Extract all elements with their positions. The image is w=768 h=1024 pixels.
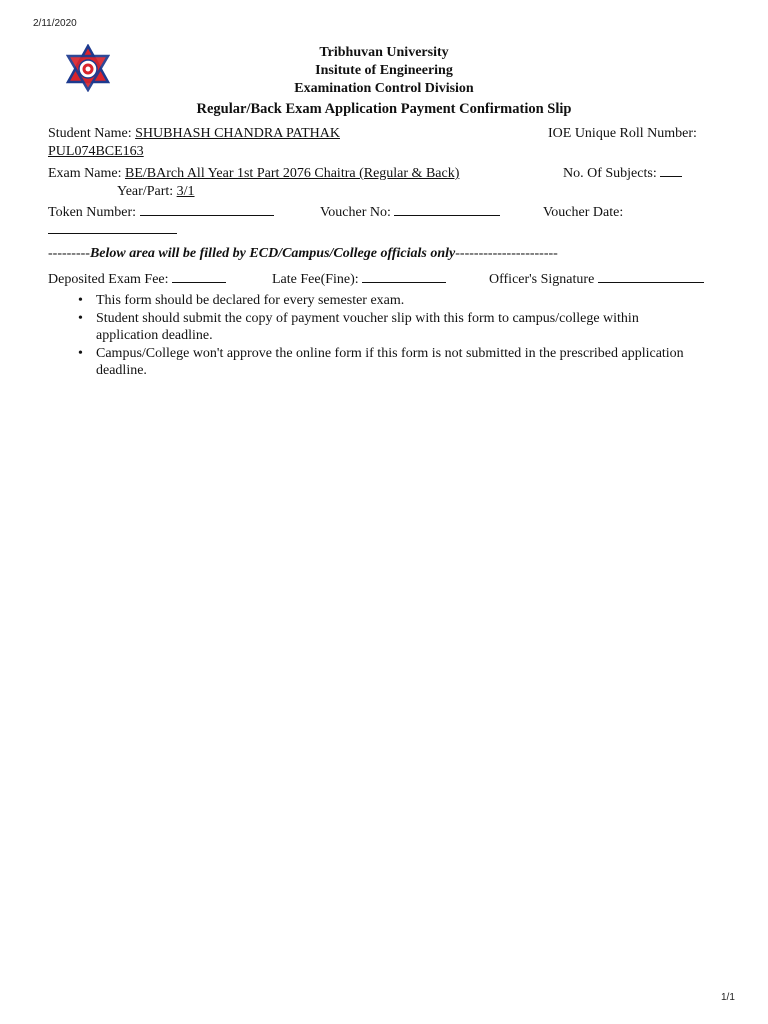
list-item — [78, 310, 698, 345]
token-blank — [140, 204, 274, 216]
note-text: This form should be declared for every semester exam. — [96, 293, 405, 308]
late-fee-blank — [362, 271, 446, 283]
print-date: 2/11/2020 — [33, 18, 77, 29]
signature-row — [489, 271, 704, 289]
exam-name-label: Exam Name: — [48, 166, 122, 181]
instructions-list — [78, 292, 698, 380]
signature-blank — [598, 271, 704, 283]
roll-number-value: PUL074BCE163 — [48, 144, 144, 159]
note-text: Student should submit the copy of payment voucher slip with this form to campus/college within application deadline. — [96, 310, 639, 343]
late-fee-label: Late Fee(Fine): — [272, 272, 359, 287]
yearpart-value: 3/1 — [176, 184, 195, 199]
institute-name: Insitute of Engineering — [315, 63, 453, 78]
yearpart-row — [117, 183, 195, 201]
bullet-icon: • — [78, 293, 83, 308]
voucher-date-row — [48, 222, 177, 240]
voucher-no-row — [320, 204, 500, 222]
voucher-no-label: Voucher No: — [320, 205, 391, 220]
dashes-left: --------- — [48, 246, 90, 261]
page-count: 1/1 — [721, 992, 735, 1003]
voucher-no-blank — [394, 204, 500, 216]
student-name-row — [48, 125, 340, 143]
deposited-fee-row — [48, 271, 226, 289]
dashes-right: ---------------------- — [455, 246, 558, 261]
division-name: Examination Control Division — [294, 81, 474, 96]
yearpart-label: Year/Part: — [117, 184, 174, 199]
student-name-value: SHUBHASH CHANDRA PATHAK — [135, 126, 340, 141]
bullet-icon: • — [78, 310, 83, 326]
subjects-blank — [660, 165, 682, 177]
subjects-row — [563, 165, 682, 183]
roll-number-label: IOE Unique Roll Number: — [548, 126, 697, 141]
voucher-date-blank — [48, 222, 177, 234]
deposited-fee-label: Deposited Exam Fee: — [48, 272, 169, 287]
student-name-label: Student Name: — [48, 126, 132, 141]
token-label: Token Number: — [48, 205, 137, 220]
list-item — [78, 345, 698, 380]
university-name: Tribhuvan University — [319, 45, 449, 60]
note-text: Campus/College won't approve the online form if this form is not submitted in the prescribed application deadline. — [96, 345, 684, 378]
deposited-fee-blank — [172, 271, 226, 283]
subjects-label: No. Of Subjects: — [563, 166, 657, 181]
exam-name-value: BE/BArch All Year 1st Part 2076 Chaitra (Regular & Back) — [124, 166, 460, 181]
officials-divider — [48, 245, 558, 263]
exam-name-row — [48, 165, 459, 183]
list-item — [78, 292, 698, 310]
late-fee-row — [272, 271, 446, 289]
page-title: Regular/Back Exam Application Payment Confirmation Slip — [196, 101, 572, 117]
signature-label: Officer's Signature — [489, 272, 595, 287]
bullet-icon: • — [78, 345, 83, 361]
token-row — [48, 204, 274, 222]
officials-note: Below area will be filled by ECD/Campus/College officials only — [89, 246, 456, 261]
voucher-date-label: Voucher Date: — [543, 205, 624, 220]
